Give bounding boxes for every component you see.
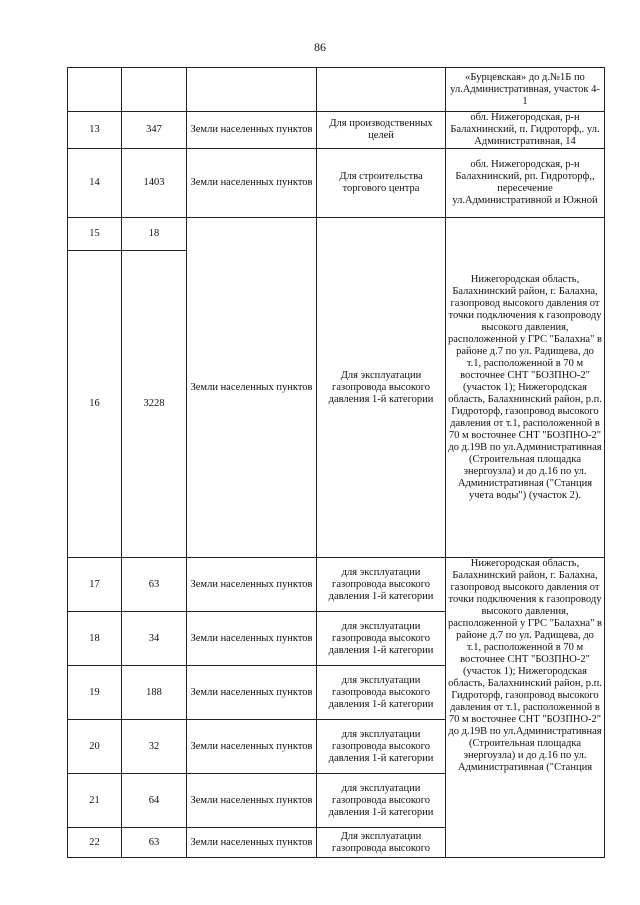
number-cell: 14 <box>68 149 122 218</box>
category-cell: Земли населенных пунктов <box>187 828 317 858</box>
category-cell: Земли населенных пунктов <box>187 558 317 612</box>
number-cell: 18 <box>68 612 122 666</box>
use-cell: Для производственных целей <box>317 112 446 149</box>
land-plots-table <box>67 67 605 858</box>
number-cell: 17 <box>68 558 122 612</box>
use-cell: Для строительства торгового центра <box>317 149 446 218</box>
number-cell: 19 <box>68 666 122 720</box>
number-cell: 22 <box>68 828 122 858</box>
category-cell: Земли населенных пунктов <box>187 612 317 666</box>
number-cell <box>68 68 122 112</box>
category-cell: Земли населенных пунктов <box>187 720 317 774</box>
area-cell <box>122 68 187 112</box>
area-cell: 63 <box>122 558 187 612</box>
address-cell: Нижегородская область, Балахнинский район, г. Балахна, газопровод высокого давления от точки подключения к газопроводу высокого давления, расположенной у ГРС "Балахна" в районе д.7 по ул. Радищева, до т.1, расположенной в 70 м восточнее СНТ "БОЗПНО-2" (участок 1); Нижегородская область, Балахнинский район, р.п. Гидроторф, газопровод высокого давления от т.1, расположенной в 70 м восточнее СНТ "БОЗПНО-2" до д.19В по ул.Административная (Строительная площадка энергоузла) и до д.16 по ул. Административная ("Станция учета воды") (участок 2). <box>446 218 605 558</box>
area-cell: 3228 <box>122 251 187 558</box>
number-cell: 15 <box>68 218 122 251</box>
page-number: 86 <box>314 40 326 54</box>
number-cell: 20 <box>68 720 122 774</box>
table-row <box>68 68 605 112</box>
use-cell: для эксплуатации газопровода высокого давления 1-й категории <box>317 720 446 774</box>
table-row <box>68 558 605 612</box>
category-cell: Земли населенных пунктов <box>187 149 317 218</box>
category-cell: Земли населенных пунктов <box>187 112 317 149</box>
category-cell: Земли населенных пунктов <box>187 666 317 720</box>
table-row <box>68 218 605 251</box>
area-cell: 1403 <box>122 149 187 218</box>
category-cell: Земли населенных пунктов <box>187 774 317 828</box>
number-cell: 21 <box>68 774 122 828</box>
area-cell: 64 <box>122 774 187 828</box>
use-cell: Для эксплуатации газопровода высокого <box>317 828 446 858</box>
area-cell: 18 <box>122 218 187 251</box>
number-cell: 16 <box>68 251 122 558</box>
number-cell: 13 <box>68 112 122 149</box>
table-row <box>68 149 605 218</box>
area-cell: 32 <box>122 720 187 774</box>
category-cell: Земли населенных пунктов <box>187 218 317 558</box>
address-cell: обл. Нижегородская, р-н Балахнинский, п. Гидроторф,. ул. Административная, 14 <box>446 112 605 149</box>
use-cell <box>317 68 446 112</box>
area-cell: 34 <box>122 612 187 666</box>
area-cell: 63 <box>122 828 187 858</box>
area-cell: 347 <box>122 112 187 149</box>
use-cell: Для эксплуатации газопровода высокого давления 1-й категории <box>317 218 446 558</box>
area-cell: 188 <box>122 666 187 720</box>
category-cell <box>187 68 317 112</box>
use-cell: для эксплуатации газопровода высокого давления 1-й категории <box>317 612 446 666</box>
address-cell: «Бурцевская» до д.№1Б по ул.Административная, участок 4-1 <box>446 68 605 112</box>
use-cell: для эксплуатации газопровода высокого давления 1-й категории <box>317 558 446 612</box>
address-cell: обл. Нижегородская, р-н Балахнинский, рп. Гидроторф,, пересечение ул.Административной и Южной <box>446 149 605 218</box>
address-cell: Нижегородская область, Балахнинский район, г. Балахна, газопровод высокого давления от точки подключения к газопроводу высокого давления, расположенной у ГРС "Балахна" в районе д.7 по ул. Радищева, до т.1, расположенной в 70 м восточнее СНТ "БОЗПНО-2" (участок 1); Нижегородская область, Балахнинский район, р.п. Гидроторф, газопровод высокого давления от т.1, расположенной в 70 м восточнее СНТ "БОЗПНО-2" до д.19В по ул.Административная (Строительная площадка энергоузла) и до д.16 по ул. Административная ("Станция <box>446 558 605 858</box>
use-cell: для эксплуатации газопровода высокого давления 1-й категории <box>317 774 446 828</box>
table-row <box>68 112 605 149</box>
use-cell: для эксплуатации газопровода высокого давления 1-й категории <box>317 666 446 720</box>
